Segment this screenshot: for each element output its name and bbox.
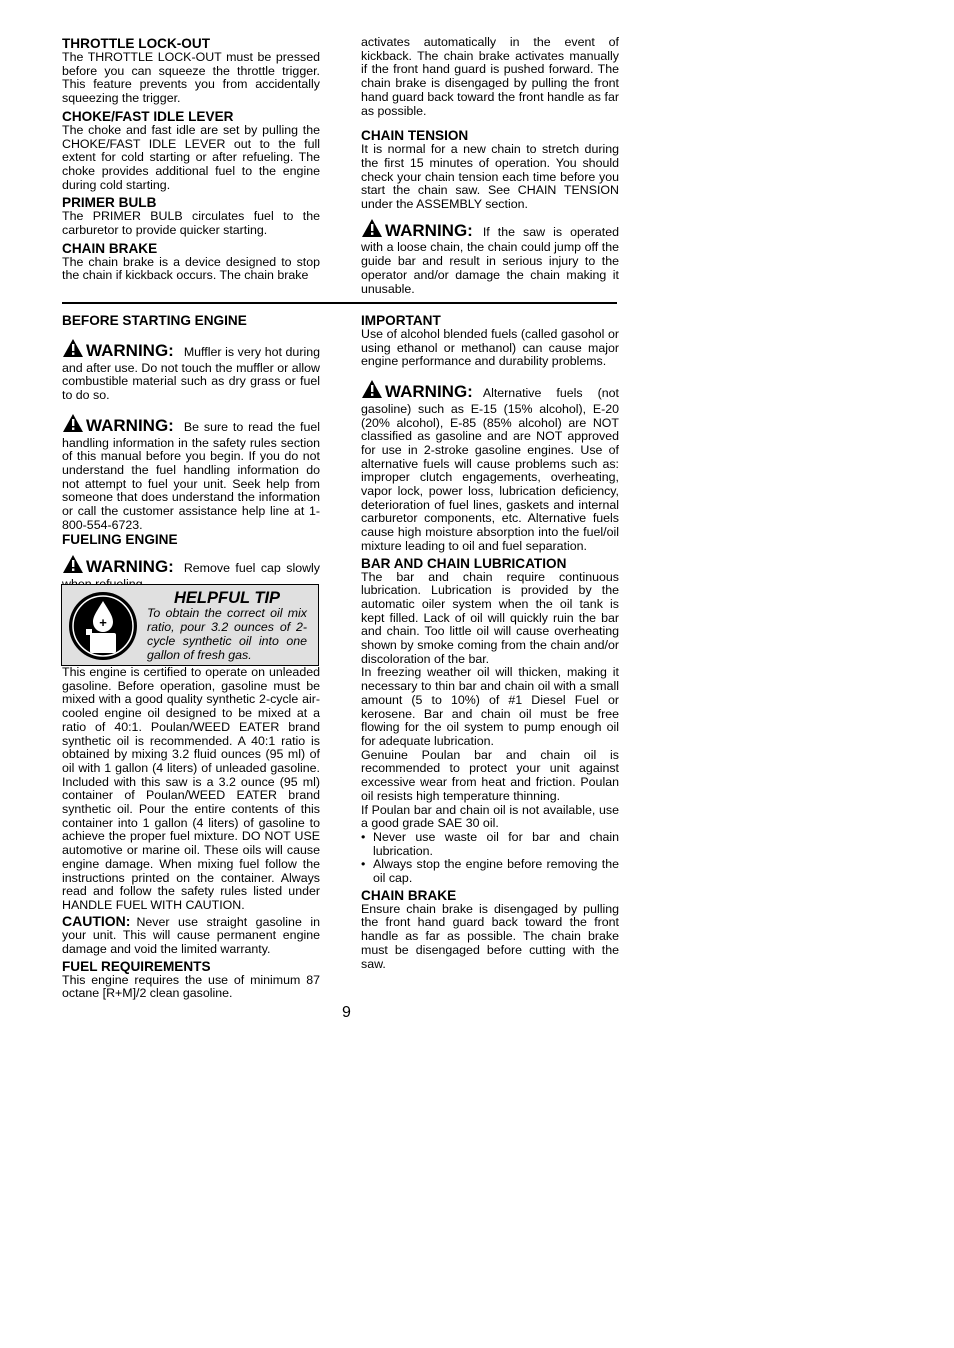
before-starting-heading: BEFORE STARTING ENGINE <box>62 313 247 328</box>
fuel-requirements-heading: FUEL REQUIREMENTS <box>62 958 211 974</box>
warning-text: If the saw is operated with a loose chain, the chain could jump off the guide bar and result in serious injury to the operator and/or damage the chain making it unusable. <box>361 224 619 296</box>
left-column <box>62 313 320 592</box>
primer-body: The PRIMER BULB circulates fuel to the carburetor to provide quicker starting. <box>62 209 320 238</box>
chain-brake-heading: CHAIN BRAKE <box>62 240 158 256</box>
choke-heading: CHOKE/FAST IDLE LEVER <box>62 108 234 124</box>
svg-text:+: + <box>99 615 107 630</box>
list-item: • Never use waste oil for bar and chain lubrication. <box>361 831 619 858</box>
throttle-body: The THROTTLE LOCK-OUT must be pressed before you can squeeze the throttle trigger. This feature prevents you from accidentally squeezing the trigger. <box>62 50 320 106</box>
chain-tension-heading: CHAIN TENSION <box>361 128 469 144</box>
chain-brake-heading-2: CHAIN BRAKE <box>361 887 457 903</box>
warning-label: WARNING: <box>86 557 174 577</box>
fuel-mix-body: This engine is certified to operate on unleaded gasoline. Before operation, gasoline must be mixed with a good quality synthetic 2-cycle air-cooled engine oil designed to be mixed at a ratio of 40:1. Poulan/WEED EATER brand synthetic oil is recommended. A 40:1 ratio is obtained by mixing 3.2 fluid ounces (95 ml) of oil with 1 gallon (4 liters) of unleaded gasoline. Included with this saw is a 3.2 ounce (95 ml) container of Poulan/WEED EATER brand synthetic oil. Pour the entire contents of this container into 1 gallon (4 liters) of gasoline to achieve the proper fuel mixture. DO NOT USE automotive or marine oil. These oils will cause engine damage. When mixing fuel follow the instructions printed on the container. Always read and follow the safety rules listed under HANDLE FUEL WITH CAUTION. <box>62 665 320 912</box>
list-item: • Always stop the engine before removing the oil cap. <box>361 858 619 885</box>
important-body: Use of alcohol blended fuels (called gasohol or using ethanol or methanol) can cause major engine performance and durability problems. <box>361 327 619 369</box>
lubrication-heading: BAR AND CHAIN LUBRICATION <box>361 555 567 571</box>
caution-note <box>62 912 320 957</box>
lubrication-p4: If Poulan bar and chain oil is not available, use a good grade SAE 30 oil. <box>361 802 619 831</box>
helpful-tip-text: To obtain the correct oil mix ratio, pour 3.2 ounces of 2-cycle synthetic oil into one gallon of fresh gas. <box>147 606 307 662</box>
caution-text: Never use straight gasoline in your unit. This will cause permanent engine damage and void the limited warranty. <box>62 914 320 957</box>
helpful-tip-box <box>61 584 319 666</box>
primer-heading: PRIMER BULB <box>62 195 157 211</box>
lubrication-bullets <box>361 831 619 886</box>
fuel-handling-warning <box>62 413 320 533</box>
oil-drop-fuel-can-icon <box>66 591 140 666</box>
chain-tension-body: It is normal for a new chain to stretch during the first 15 minutes of operation. You should check your chain tension each time before you start the chain saw. See CHAIN TENSION under the ASSEMBLY section. <box>361 142 619 212</box>
lubrication-p3: Genuine Poulan bar and chain oil is recommended to protect your unit against excessive wear from heat and friction. Poulan oil resists high temperature thinning. <box>361 747 619 803</box>
loose-chain-warning <box>361 218 619 297</box>
chain-brake-body: The chain brake is a device designed to stop the chain if kickback occurs. The chain brake <box>62 254 320 283</box>
muffler-warning <box>62 338 320 403</box>
left-column-continued <box>62 666 320 1001</box>
warning-text: Be sure to read the fuel handling information in the safety rules section of this manual before you begin. If you do not understand the fuel handling information do not attempt to fuel your unit. Seek help from someone that does understand the information or call the customer assistance help line at 1-800-554-6723. <box>62 419 320 532</box>
important-heading: IMPORTANT <box>361 313 441 328</box>
warning-text: Remove fuel cap slowly <box>183 561 320 576</box>
warning-label: WARNING: <box>86 341 174 360</box>
warning-triangle-icon <box>62 338 84 362</box>
fueling-engine-heading: FUELING ENGINE <box>62 532 178 548</box>
warning-triangle-icon <box>361 218 383 242</box>
alternative-fuels-warning <box>361 379 619 553</box>
warning-label: WARNING: <box>385 220 473 240</box>
fuel-requirements-body: This engine requires the use of minimum 87 octane [R+M]/2 clean gasoline. <box>62 972 320 1001</box>
warning-label: WARNING: <box>385 382 473 402</box>
section-divider <box>62 302 617 304</box>
chain-brake-continued: activates automatically in the event of kickback. The chain brake activates manually if the front hand guard is pushed forward. The chain brake is disengaged by pulling the front hand guard back toward the front handle as far as possible. <box>361 35 619 118</box>
warning-label: WARNING: <box>86 415 174 435</box>
top-right-column <box>361 36 619 296</box>
right-column <box>361 313 619 971</box>
lubrication-p1: The bar and chain require continuous lubrication. Lubrication is provided by the automatic oiler system when the oil tank is kept filled. Lack of oil will quickly ruin the bar and chain. Too little oil will cause overheating shown by smoke coming from the chain and/or discoloration of the bar. <box>361 569 619 666</box>
page-number: 9 <box>342 1004 351 1021</box>
warning-text: Alternative fuels (not gasoline) such as E-15 (15% alcohol), E-20 (20% alcohol), E-85 (85% alcohol) are NOT classified as gasoline and are NOT approved for use in 2-stroke gasoline engines. Use of alternative fuels will cause problems such as: improper clutch engagements, overheating, vapor lock, power loss, lubrication deficiency, deterioration of fuel lines, gaskets and internal carburetor components, etc. Alternative fuels cause high moisture absorption into the fuel/oil mixture leading to oil and fuel separation. <box>361 386 619 553</box>
throttle-heading: THROTTLE LOCK-OUT <box>62 36 210 51</box>
warning-triangle-icon <box>62 413 84 437</box>
helpful-tip-title: HELPFUL TIP <box>174 589 281 607</box>
warning-text: Muffler is very hot during and after use. Do not touch the muffler or allow combustible material such as dry grass or fuel to do so. <box>62 345 320 403</box>
warning-triangle-icon <box>62 554 84 578</box>
lubrication-p2: In freezing weather oil will thicken, making it necessary to thin bar and chain oil with a small amount (5 to 10%) of #1 Diesel Fuel or kerosene. Bar and chain oil must be free flowing for the oil system to pump enough oil for adequate lubrication. <box>361 665 619 748</box>
top-left-column <box>62 36 320 283</box>
choke-body: The choke and fast idle are set by pulling the CHOKE/FAST IDLE LEVER out to the full extent for cold starting or after refueling. The choke provides additional fuel to the engine during cold starting. <box>62 122 320 192</box>
chain-brake-body-2: Ensure chain brake is disengaged by pulling the front hand guard back toward the front handle as far as possible. The chain brake must be disengaged before cutting with the saw. <box>361 901 619 971</box>
caution-label: CAUTION: <box>62 912 131 929</box>
warning-triangle-icon <box>361 379 383 403</box>
